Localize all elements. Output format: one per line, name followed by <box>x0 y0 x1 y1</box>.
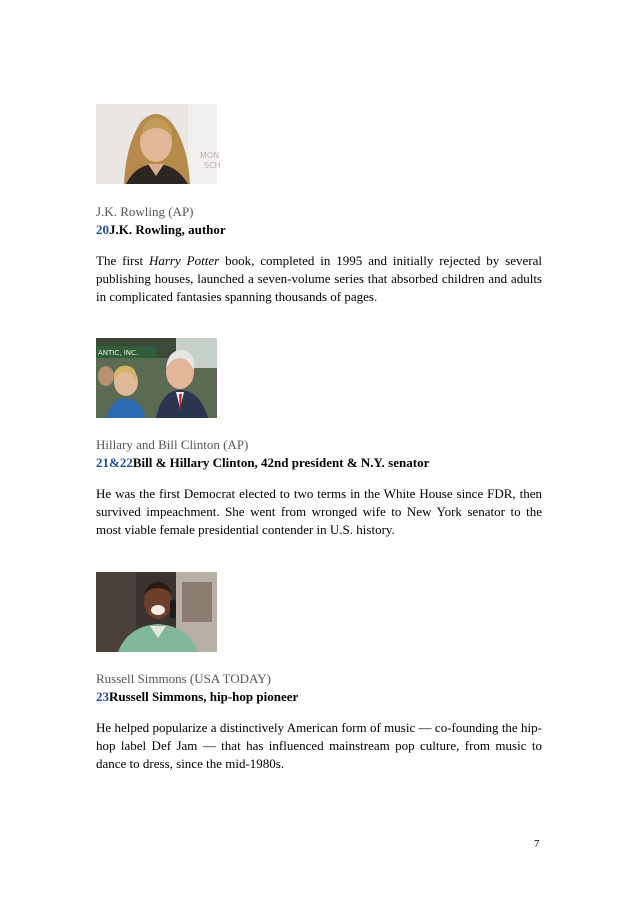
body-text: The first <box>96 253 149 268</box>
entry-heading <box>96 222 542 238</box>
photo-sign-text: ANTIC, INC. <box>98 349 139 357</box>
entry-heading <box>96 689 542 705</box>
clintons-photo <box>96 338 217 418</box>
entry-heading <box>96 455 542 471</box>
entry-body: He was the first Democrat elected to two terms in the White House since FDR, then survived impeachment. She went from wronged wife to New York senator to the most viable female presidential contender in U.S. history. <box>96 486 542 537</box>
entry-title: Russell Simmons, hip-hop pioneer <box>109 689 299 704</box>
body-text: book, completed in 1995 and initially rejected by several publishing houses, launched a seven-volume series that absorbed children and adults in complicated fantasies spanning thousands of pages. <box>96 253 542 304</box>
entry-title: J.K. Rowling, author <box>109 222 226 237</box>
entry-body <box>96 252 542 306</box>
entry-jk-rowling <box>96 204 542 306</box>
svg-text:MON: MON <box>200 151 220 160</box>
entry-body: He helped popularize a distinctively American form of music — co-founding the hip-hop label Def Jam — that has influenced mainstream pop culture, from music to dance to dress, since the mid-1980s. <box>96 720 542 771</box>
page-number: 7 <box>534 838 540 850</box>
entry-title: Bill & Hillary Clinton, 42nd president & N.Y. senator <box>132 455 430 470</box>
rank-number: 20 <box>96 222 109 237</box>
photo-caption: Hillary and Bill Clinton (AP) <box>96 437 249 452</box>
photo-caption: J.K. Rowling (AP) <box>96 204 194 219</box>
russell-simmons-photo <box>96 572 217 652</box>
photo-caption: Russell Simmons (USA TODAY) <box>96 671 271 686</box>
entry-clintons <box>96 437 542 539</box>
svg-text:SCH: SCH <box>204 161 221 170</box>
entry-russell-simmons <box>96 671 542 773</box>
book-title: Harry Potter <box>148 253 220 268</box>
jk-rowling-photo <box>96 104 221 184</box>
rank-number: 21&22 <box>96 455 133 470</box>
rank-number: 23 <box>96 689 109 704</box>
